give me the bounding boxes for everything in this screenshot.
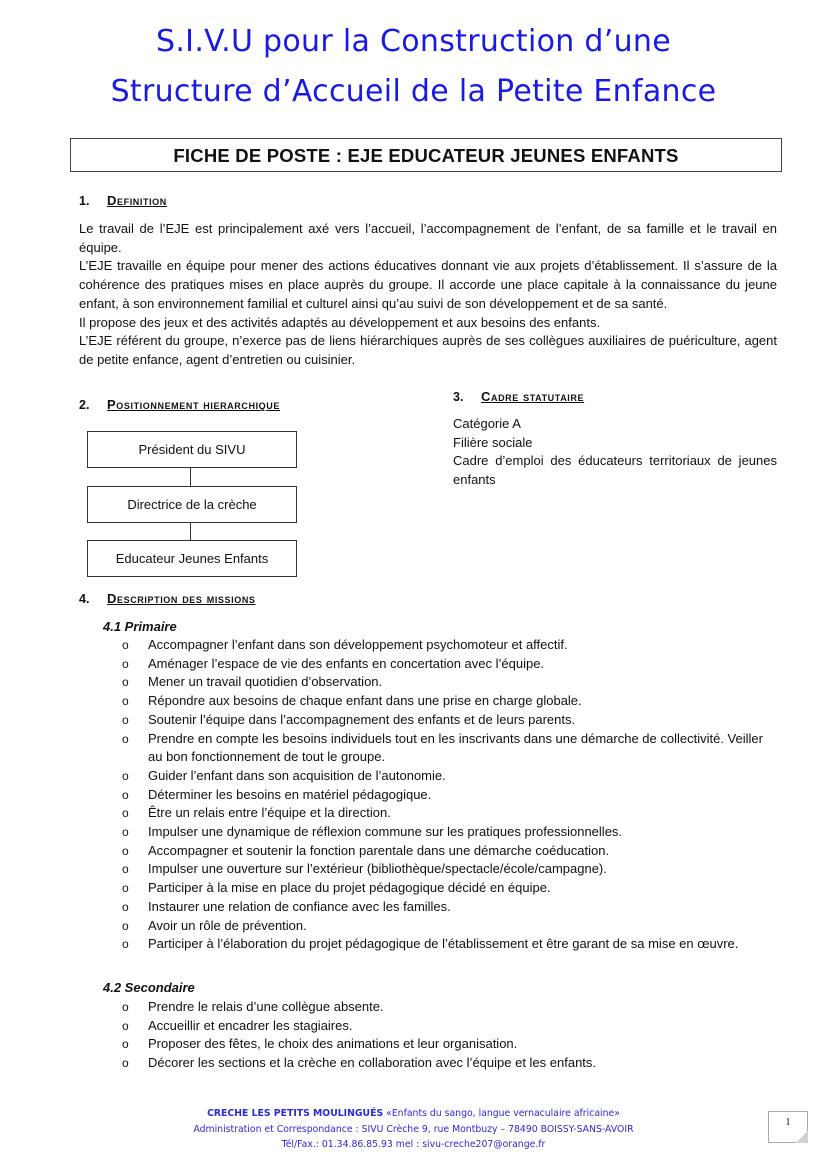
list-item: o Aménager l’espace de vie des enfants en concertation avec l’équipe.	[120, 655, 780, 674]
bullet-circle-icon: o	[122, 918, 129, 933]
definition-paragraph: L’EJE travaille en équipe pour mener des actions éducatives donnant vie aux projets d’établissement. Il s’assure de la cohérence des pratiques mises en place auprès du groupe. Il accorde une place capitale à la connaissance du jeune enfant, à son environnement familial et culturel ainsi qu’au suivi de son développement et de sa santé.	[79, 258, 777, 311]
section-missions-heading	[79, 591, 256, 606]
bullet-circle-icon: o	[122, 787, 129, 802]
footer-tagline: «Enfants du sango, langue vernaculaire africaine»	[386, 1108, 620, 1119]
bullet-circle-icon: o	[122, 843, 129, 858]
list-item: o Prendre le relais d’une collègue absente.	[120, 998, 780, 1017]
section-positionnement-heading	[79, 397, 280, 412]
bullet-circle-icon: o	[122, 1056, 129, 1071]
bullet-circle-icon: o	[122, 862, 129, 877]
section-number: 1.	[79, 194, 90, 208]
definition-paragraph: Il propose des jeux et des activités adaptés au développement et aux besoins des enfants.	[79, 314, 601, 330]
list-item: o Accueillir et encadrer les stagiaires.	[120, 1017, 780, 1036]
definition-text	[79, 220, 777, 370]
list-item: o Accompagner et soutenir la fonction parentale dans une démarche coéducation.	[120, 842, 780, 861]
bullet-circle-icon: o	[122, 731, 129, 746]
section-title: Definition	[107, 193, 167, 208]
org-connector	[190, 468, 191, 486]
page-number-box	[768, 1111, 808, 1143]
bullet-circle-icon: o	[122, 656, 129, 671]
bullet-circle-icon: o	[122, 806, 129, 821]
list-item: o Proposer des fêtes, le choix des animations et leur organisation.	[120, 1035, 780, 1054]
list-item: o Accompagner l’enfant dans son développement psychomoteur et affectif.	[120, 636, 780, 655]
org-box-directrice: Directrice de la crèche	[87, 486, 297, 523]
section-title: Description des missions	[107, 591, 256, 606]
list-item: o Participer à la mise en place du projet pédagogique décidé en équipe.	[120, 879, 780, 898]
list-item: o Impulser une ouverture sur l’extérieur (bibliothèque/spectacle/école/campagne).	[120, 860, 780, 879]
list-item: o Décorer les sections et la crèche en collaboration avec l’équipe et les enfants.	[120, 1054, 780, 1073]
definition-paragraph: L’EJE référent du groupe, n’exerce pas de liens hiérarchiques auprès de ses collègues auxiliaires de puériculture, agent de petite enfance, agent d’entretien ou cuisinier.	[79, 333, 777, 367]
page-number: 1	[785, 1117, 791, 1128]
missions-primaire-heading: 4.1 Primaire	[103, 619, 177, 634]
list-item: o Être un relais entre l’équipe et la direction.	[120, 804, 780, 823]
section-title: Positionnement hierarchique	[107, 397, 280, 412]
footer-contact: Tél/Fax.: 01.34.86.85.93 mel : sivu-creche207@orange.fr	[281, 1139, 546, 1150]
missions-secondaire-list	[120, 998, 780, 1073]
bullet-circle-icon: o	[122, 1018, 129, 1033]
bullet-circle-icon: o	[122, 675, 129, 690]
section-title: Cadre statutaire	[481, 389, 585, 404]
job-sheet-title: FICHE DE POSTE : EJE EDUCATEUR JEUNES ENFANTS	[70, 138, 782, 172]
footer-brand: CRECHE LES PETITS MOULINGUÉS	[207, 1108, 384, 1119]
bullet-circle-icon: o	[122, 1000, 129, 1014]
document-title-line-2: Structure d’Accueil de la Petite Enfance	[110, 74, 717, 109]
org-box-president: Président du SIVU	[87, 431, 297, 468]
list-item: o Prendre en compte les besoins individuels tout en les inscrivants dans une démarche de collectivité. Veiller au bon fonctionnement de tout le groupe.	[122, 730, 763, 765]
bullet-circle-icon: o	[122, 768, 129, 783]
list-item: o Participer à l’élaboration du projet pédagogique de l’établissement et être garant de sa mise en œuvre.	[120, 935, 780, 954]
section-definition-heading	[79, 193, 167, 208]
org-connector	[190, 522, 191, 540]
section-number: 2.	[79, 398, 90, 412]
missions-secondaire-heading: 4.2 Secondaire	[103, 980, 195, 995]
bullet-circle-icon: o	[122, 694, 129, 709]
cadre-line: Filière sociale	[453, 434, 533, 450]
list-item: o Soutenir l’équipe dans l’accompagnement des enfants et de leurs parents.	[120, 711, 780, 730]
list-item: o Répondre aux besoins de chaque enfant dans une prise en charge globale.	[120, 692, 780, 711]
section-number: 4.	[79, 592, 90, 606]
list-item: o Déterminer les besoins en matériel pédagogique.	[120, 786, 780, 805]
bullet-circle-icon: o	[122, 881, 129, 896]
page-curl-icon	[796, 1131, 808, 1143]
section-cadre-heading	[453, 389, 584, 404]
list-item: o Guider l’enfant dans son acquisition de l’autonomie.	[120, 767, 780, 786]
bullet-circle-icon: o	[122, 937, 129, 952]
bullet-circle-icon: o	[122, 1037, 129, 1052]
cadre-line: Catégorie A	[453, 416, 521, 431]
page-footer	[0, 1106, 827, 1153]
bullet-circle-icon: o	[122, 712, 129, 727]
org-box-educateur: Educateur Jeunes Enfants	[87, 540, 297, 577]
bullet-circle-icon: o	[122, 899, 129, 914]
list-item: o Avoir un rôle de prévention.	[120, 917, 780, 936]
bullet-circle-icon: o	[122, 825, 129, 840]
list-item: o Instaurer une relation de confiance avec les familles.	[120, 898, 780, 917]
cadre-line: Cadre d’emploi des éducateurs territoriaux de jeunes enfants	[453, 453, 777, 488]
section-number: 3.	[453, 390, 464, 404]
missions-primaire-list	[120, 636, 780, 954]
footer-address: Administration et Correspondance : SIVU Crèche 9, rue Montbuzy – 78490 BOISSY-SANS-AVOIR	[193, 1123, 634, 1135]
list-item: o Impulser une dynamique de réflexion commune sur les pratiques professionnelles.	[120, 823, 780, 842]
list-item: o Mener un travail quotidien d’observation.	[120, 673, 780, 692]
definition-paragraph: Le travail de l’EJE est principalement axé vers l’accueil, l’accompagnement de l’enfant, de sa famille et le travail en équipe.	[79, 221, 777, 255]
document-title-line-1: S.I.V.U pour la Construction d’une	[156, 24, 671, 59]
bullet-circle-icon: o	[122, 638, 129, 652]
cadre-text	[453, 415, 777, 490]
